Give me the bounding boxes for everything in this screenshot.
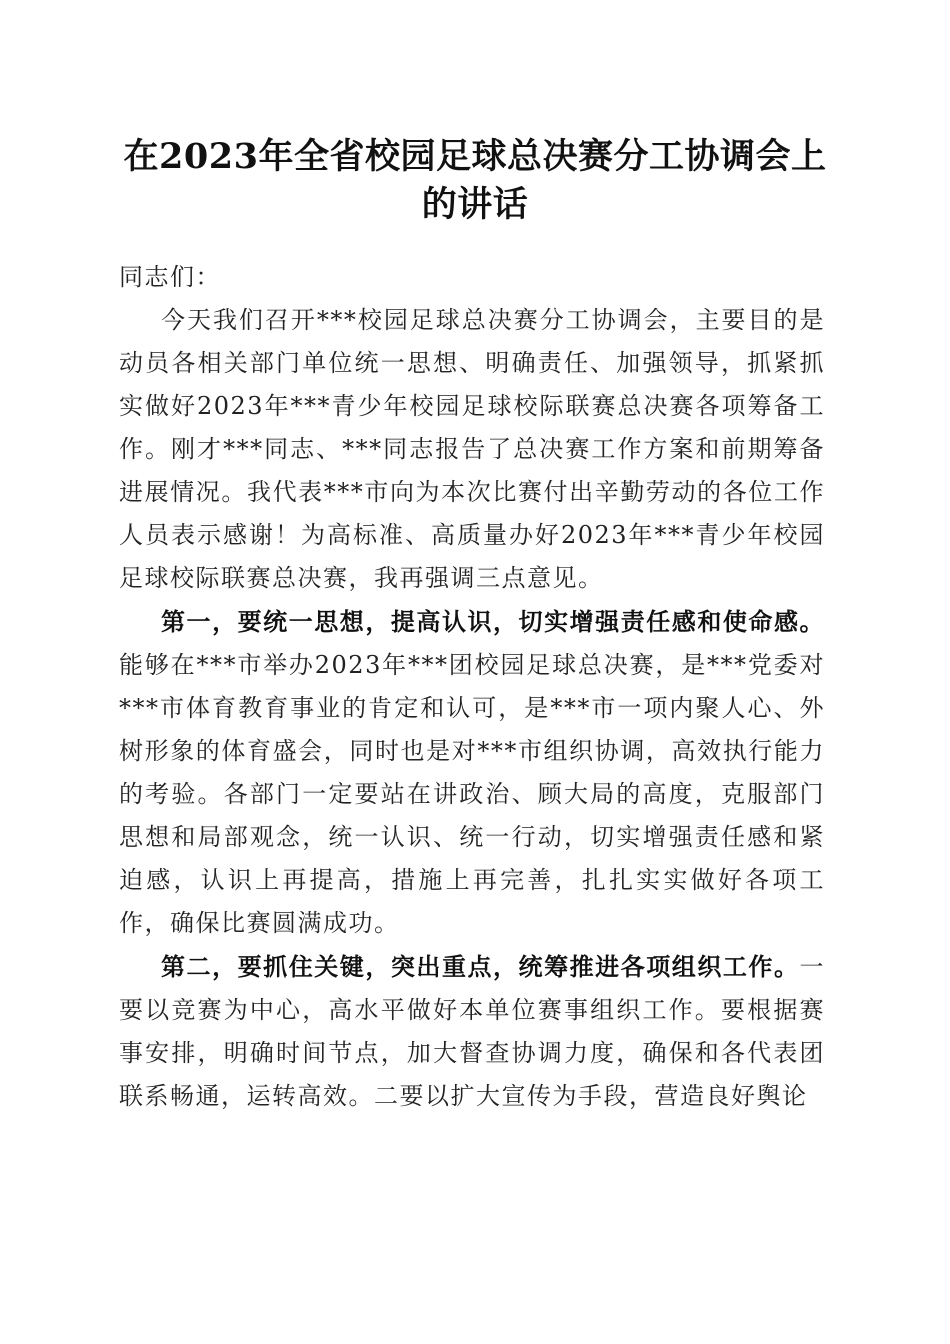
paragraph-lead: 第一，要统一思想，提高认识，切实增强责任感和使命感。: [161, 607, 825, 636]
document-title: 在2023年全省校园足球总决赛分工协调会上的讲话: [123, 136, 827, 225]
paragraph-point-one: [119, 600, 825, 945]
paragraph-point-two: [119, 945, 825, 1118]
paragraph-lead: 第二，要抓住关键，突出重点，统筹推进各项组织工作。: [161, 952, 800, 981]
paragraph-intro: [119, 299, 825, 600]
paragraph-text: 能够在***市举办2023年***团校园足球总决赛，是***党委对***市体育教育事业的肯定和认可，是***市一项内聚人心、外树形象的体育盛会，同时也是对***市组织协调，高效执行能力的考验。各部门一定要站在讲政治、顾大局的高度，克服部门思想和局部观念，统一认识、统一行动，切实增强责任感和紧迫感，认识上再提高，措施上再完善，扎扎实实做好各项工作，确保比赛圆满成功。: [119, 651, 825, 937]
document-body: [119, 256, 825, 1118]
salutation: 同志们：: [119, 263, 221, 291]
paragraph-text: 一要以竞赛为中心，高水平做好本单位赛事组织工作。要根据赛事安排，明确时间节点，加大督查协调力度，确保和各代表团联系畅通，运转高效。二要以扩大宣传为手段，营造良好舆论: [119, 953, 825, 1110]
paragraph-text: 今天我们召开***校园足球总决赛分工协调会，主要目的是动员各相关部门单位统一思想、明确责任、加强领导，抓紧抓实做好2023年***青少年校园足球校际联赛总决赛各项筹备工作。刚才***同志、***同志报告了总决赛工作方案和前期筹备进展情况。我代表***市向为本次比赛付出辛勤劳动的各位工作人员表示感谢！为高标准、高质量办好2023年***青少年校园足球校际联赛总决赛，我再强调三点意见。: [119, 306, 825, 592]
